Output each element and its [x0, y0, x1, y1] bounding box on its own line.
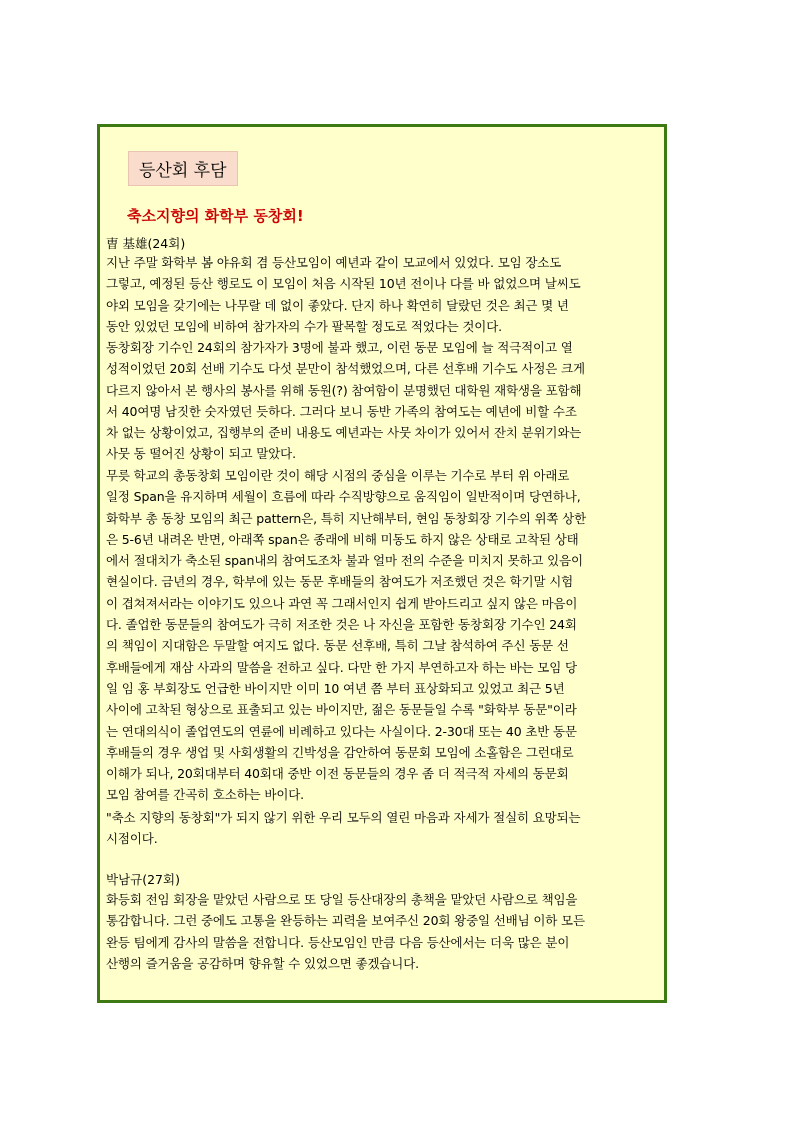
- author-byline: 박남규(27회): [106, 872, 180, 887]
- text-line: 는 연대의식이 졸업연도의 연륜에 비례하고 있다는 사실이다. 2-30대 또는 40 초반 동문: [106, 723, 577, 739]
- section-title: 등산회 후담: [128, 151, 238, 186]
- text-line: 차 없는 상황이었고, 집행부의 준비 내용도 예년과는 사뭇 차이가 있어서 잔치 분위기와는: [106, 425, 582, 441]
- text-line: 다. 졸업한 동문들의 참여도가 극히 저조한 것은 나 자신을 포함한 동창회장 기수인 24회: [106, 617, 577, 633]
- text-line: 야외 모임을 갖기에는 나무랄 데 없이 좋았다. 단지 하나 확연히 달랐던 것은 최근 몇 년: [106, 297, 569, 313]
- text-line: 다르지 않아서 본 행사의 봉사를 위해 동원(?) 참여함이 분명했던 대학원 재학생을 포함해: [106, 382, 582, 398]
- text-line: "축소 지향의 동창회"가 되지 않기 위한 우리 모두의 열린 마음과 자세가 절실히 요망되는: [106, 810, 581, 825]
- paragraph: [106, 252, 666, 337]
- text-line: 완등 팀에게 감사의 말씀을 전합니다. 등산모임인 만큼 다음 등산에서는 더욱 많은 분이: [106, 934, 570, 950]
- text-line: 사뭇 동 떨어진 상황이 되고 말았다.: [106, 446, 296, 462]
- text-line: 은 5-6년 내려온 반면, 아래쪽 span은 종래에 비해 미동도 하지 않은 상태로 고착된 상태: [106, 531, 579, 547]
- text-line: 현실이다. 금년의 경우, 학부에 있는 동문 후배들의 참여도가 저조했던 것은 학기말 시험: [106, 574, 574, 590]
- text-line: 에서 절대치가 축소된 span내의 참여도조차 불과 얼마 전의 수준을 미치지 못하고 있음이: [106, 553, 583, 569]
- text-line: 동창회장 기수인 24회의 참가자가 3명에 불과 했고, 이런 동문 모임에 늘 적극적이고 열: [106, 340, 573, 355]
- text-line: 의 책임이 지대함은 두말할 여지도 없다. 동문 선후배, 특히 그날 참석하여 주신 동문 선: [106, 638, 569, 654]
- text-line: 후배들에게 재삼 사과의 말씀을 전하고 싶다. 다만 한 가지 부연하고자 하는 바는 모임 당: [106, 659, 577, 675]
- text-line: 통감합니다. 그런 중에도 고통을 완등하는 괴력을 보여주신 20회 왕중일 선배님 이하 모든: [106, 913, 585, 929]
- article-headline: 축소지향의 화학부 동창회!: [127, 207, 304, 225]
- text-line: 산행의 즐거움을 공감하며 향유할 수 있었으면 좋겠습니다.: [106, 955, 419, 971]
- text-line: 지난 주말 화학부 봄 야유회 겸 등산모임이 예년과 같이 모교에서 있었다. 모임 장소도: [106, 255, 562, 270]
- text-line: 이해가 되나, 20회대부터 40회대 중반 이전 동문들의 경우 좀 더 적극적 자세의 동문회: [106, 766, 569, 782]
- paragraph: [106, 889, 666, 974]
- text-line: 모임 참여를 간곡히 호소하는 바이다.: [106, 787, 304, 803]
- text-line: 서 40여명 남짓한 숫자였던 듯하다. 그러다 보니 동반 가족의 참여도는 예년에 비할 수조: [106, 403, 577, 419]
- text-line: 그렇고, 예정된 등산 행로도 이 모임이 처음 시작된 10년 전이나 다를 바 없었으며 날씨도: [106, 276, 581, 292]
- text-line: 후배들의 경우 생업 및 사회생활의 긴박성을 감안하여 동문회 모임에 소홀함은 그런대로: [106, 744, 574, 760]
- text-line: 동안 있었던 모임에 비하여 참가자의 수가 팔목할 정도로 적었다는 것이다.: [106, 318, 502, 334]
- text-line: 사이에 고착된 형상으로 표출되고 있는 바이지만, 젊은 동문들일 수록 "화학부 동문"이라: [106, 702, 577, 718]
- paragraph: [106, 337, 666, 465]
- text-line: 화학부 총 동창 모임의 최근 pattern은, 특히 지난해부터, 현임 동창회장 기수의 위쪽 상한: [106, 510, 587, 526]
- text-line: 화등회 전임 회장을 맡았던 사람으로 또 당일 등산대장의 총책을 맡았던 사람으로 책임을: [106, 892, 578, 907]
- text-line: 무릇 학교의 총동창회 모임이란 것이 해당 시점의 중심을 이루는 기수로 부터 위 아래로: [106, 468, 570, 483]
- text-line: 성적이었던 20회 선배 기수도 다섯 분만이 참석했었으며, 다른 선후배 기수도 사정은 크게: [106, 361, 585, 377]
- paragraph: [106, 465, 666, 806]
- text-line: 일 임 홍 부회장도 언급한 바이지만 이미 10 여년 쯤 부터 표상화되고 있었고 최근 5년: [106, 680, 565, 696]
- author-byline: 曺 基雄(24회): [106, 236, 186, 251]
- text-line: 이 겹쳐져서라는 이야기도 있으나 과연 꼭 그래서인지 쉽게 받아드리고 싶지 않은 마음이: [106, 595, 578, 611]
- text-line: 일정 Span을 유지하며 세월이 흐름에 따라 수직방향으로 움직임이 일반적이며 당연하나,: [106, 489, 581, 505]
- paragraph: [106, 807, 666, 850]
- text-line: 시점이다.: [106, 831, 158, 847]
- article-frame: [97, 124, 667, 1003]
